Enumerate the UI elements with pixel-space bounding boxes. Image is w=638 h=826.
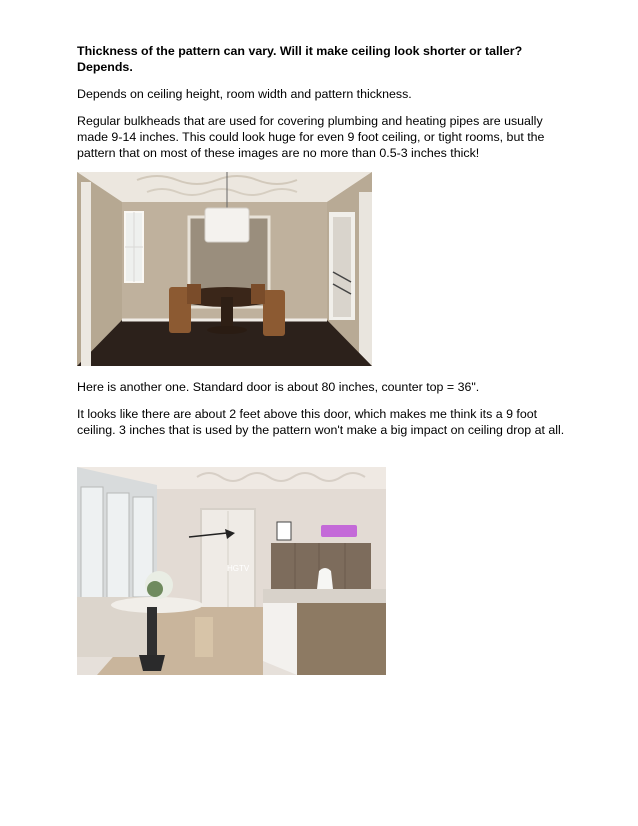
paragraph-3: Here is another one. Standard door is about 80 inches, counter top = 36".	[77, 380, 480, 394]
dining-room-photo	[77, 172, 372, 366]
heading-text: Thickness of the pattern can vary. Will it make ceiling look shorter or taller? Depends.	[77, 44, 523, 74]
paragraph-1: Depends on ceiling height, room width and pattern thickness.	[77, 87, 412, 101]
kitchen-photo	[77, 467, 386, 675]
hgtv-watermark: HGTV	[227, 564, 250, 573]
paragraph-4: It looks like there are about 2 feet above this door, which makes me think its a 9 foot ceiling. 3 inches that is used by the pattern won't make a big impact on ceiling drop at all.	[77, 407, 565, 437]
paragraph-2: Regular bulkheads that are used for covering plumbing and heating pipes are usually made 9-14 inches. This could look huge for even 9 foot ceiling, or tight rooms, but the pattern that on most of these images are no more than 0.5-3 inches thick!	[77, 114, 545, 160]
